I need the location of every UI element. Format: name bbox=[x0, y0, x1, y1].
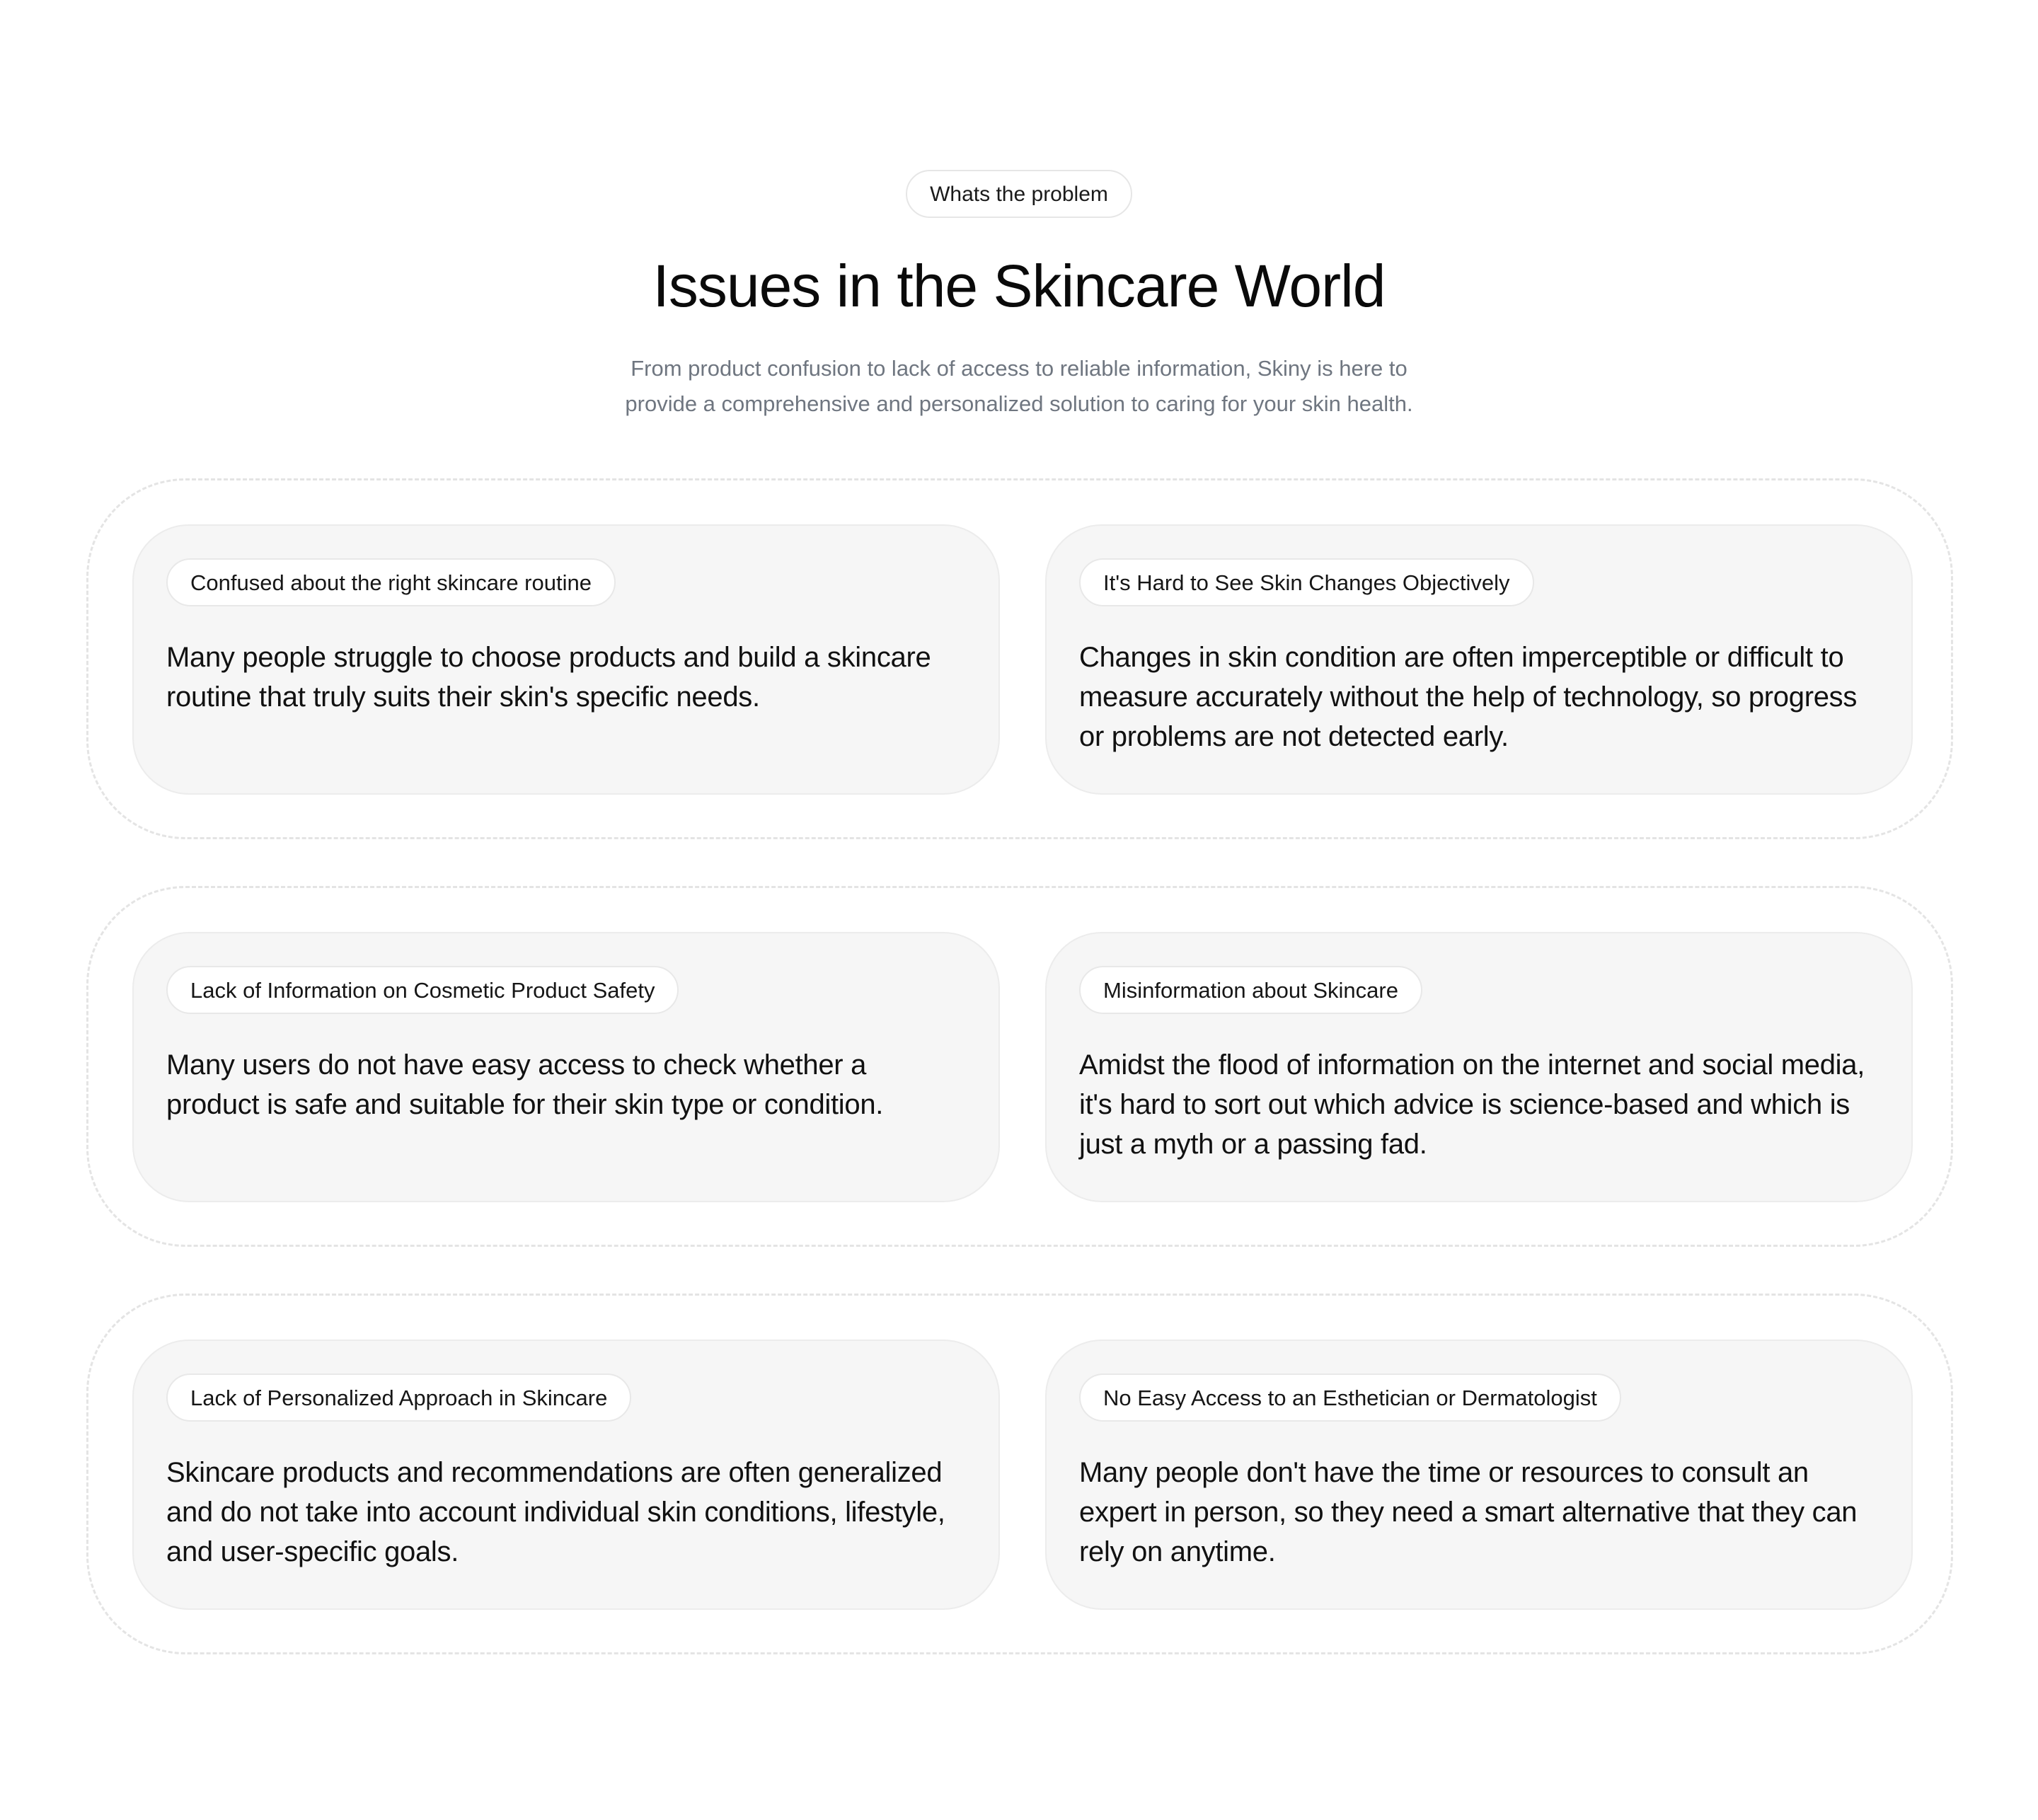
issue-description: Many people struggle to choose products and build a skincare routine that truly suits their skin's specific needs. bbox=[166, 642, 931, 713]
section-title: Issues in the Skincare World bbox=[652, 253, 1386, 319]
issue-group-2 bbox=[86, 886, 1953, 1247]
issue-tag: Lack of Personalized Approach in Skincare bbox=[166, 1373, 631, 1422]
issue-card-product-safety bbox=[132, 932, 1000, 1202]
issue-description: Many users do not have easy access to check whether a product is safe and suitable for their skin type or condition. bbox=[166, 1049, 884, 1120]
issue-description: Changes in skin condition are often imperceptible or difficult to measure accurately without the help of technology, so progress or problems are not detected early. bbox=[1079, 642, 1858, 752]
issue-description: Many people don't have the time or resources to consult an expert in person, so they need a smart alternative that they can rely on anytime. bbox=[1079, 1457, 1858, 1567]
issue-group-3 bbox=[86, 1294, 1953, 1654]
issue-tag: Confused about the right skincare routine bbox=[166, 558, 616, 606]
issue-tag: Lack of Information on Cosmetic Product Safety bbox=[166, 966, 679, 1014]
issue-tag: Misinformation about Skincare bbox=[1079, 966, 1422, 1014]
issue-card-expert-access bbox=[1045, 1340, 1913, 1610]
issue-card-skin-changes bbox=[1045, 524, 1913, 795]
issue-group-1 bbox=[86, 478, 1953, 839]
issue-description: Amidst the flood of information on the internet and social media, it's hard to sort out which advice is science-based and which is just a myth or a passing fad. bbox=[1079, 1049, 1865, 1160]
issue-tag: No Easy Access to an Esthetician or Dermatologist bbox=[1079, 1373, 1621, 1422]
issue-card-routine bbox=[132, 524, 1000, 795]
issue-tag: It's Hard to See Skin Changes Objectively bbox=[1079, 558, 1534, 606]
section-header bbox=[0, 170, 2038, 422]
eyebrow-badge: Whats the problem bbox=[906, 170, 1132, 218]
section-subtitle: From product confusion to lack of access to reliable information, Skiny is here to provide a comprehensive and personalized solution to caring for your skin health. bbox=[625, 356, 1413, 417]
issue-card-misinformation bbox=[1045, 932, 1913, 1202]
issue-description: Skincare products and recommendations are often generalized and do not take into account individual skin conditions, lifestyle, and user-specific goals. bbox=[166, 1457, 945, 1567]
issue-card-personalization bbox=[132, 1340, 1000, 1610]
